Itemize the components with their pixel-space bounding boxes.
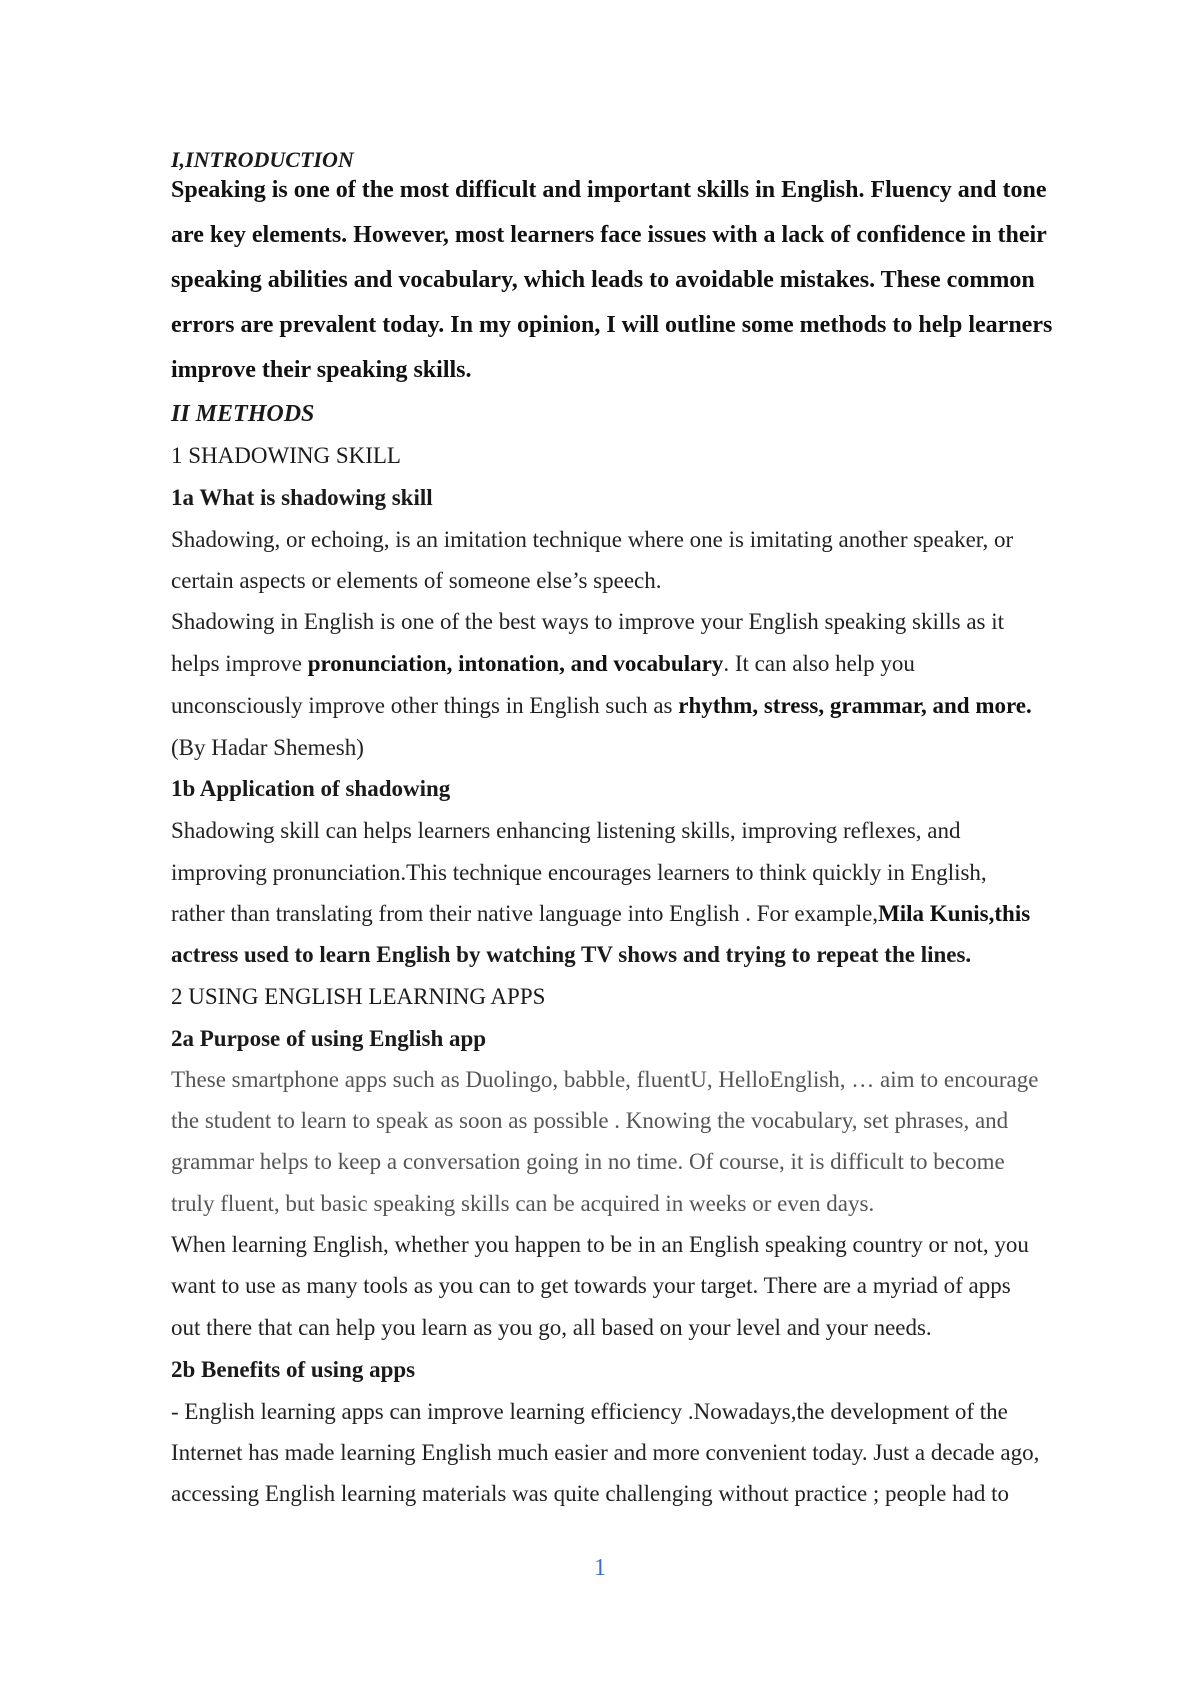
page-number: 1 — [594, 1555, 606, 1581]
intro-line: errors are prevalent today. In my opinion, I will outline some methods to help learners — [171, 312, 1053, 338]
text-run: rather than translating from their native language into English . For example, — [171, 901, 879, 926]
paragraph-line: want to use as many tools as you can to get towards your target. There are a myriad of apps — [171, 1273, 1011, 1298]
bold-text-run: pronunciation, intonation, and vocabulary — [307, 651, 724, 676]
intro-line: improve their speaking skills. — [171, 357, 472, 383]
paragraph-line: certain aspects or elements of someone else’s speech. — [171, 568, 662, 593]
paragraph-line-grey: the student to learn to speak as soon as possible . Knowing the vocabulary, set phrases, and — [171, 1108, 1009, 1133]
paragraph-line — [171, 898, 1030, 930]
bold-text-run: rhythm, stress, grammar, and more. — [678, 693, 1032, 718]
text-run: . It can also help you — [723, 651, 915, 676]
paragraph-line: accessing English learning materials was quite challenging without practice ; people had to — [171, 1481, 1009, 1506]
paragraph-line: out there that can help you learn as you go, all based on your level and your needs. — [171, 1315, 932, 1340]
paragraph-line: Shadowing, or echoing, is an imitation technique where one is imitating another speaker, or — [171, 527, 1014, 552]
paragraph-line-bold: actress used to learn English by watching TV shows and trying to repeat the lines. — [171, 942, 972, 967]
methods-heading: II METHODS — [171, 401, 315, 427]
text-run: helps improve — [171, 651, 308, 676]
paragraph-line-grey: grammar helps to keep a conversation going in no time. Of course, it is difficult to become — [171, 1149, 1005, 1174]
paragraph-line — [171, 648, 915, 680]
text-run: unconsciously improve other things in English such as — [171, 693, 679, 718]
citation-line: (By Hadar Shemesh) — [171, 735, 364, 760]
paragraph-line: Internet has made learning English much easier and more convenient today. Just a decade ago, — [171, 1440, 1040, 1465]
intro-line: speaking abilities and vocabulary, which leads to avoidable mistakes. These common — [171, 267, 1035, 293]
section2b-heading: 2b Benefits of using apps — [171, 1357, 416, 1382]
paragraph-line: Shadowing skill can helps learners enhancing listening skills, improving reflexes, and — [171, 818, 961, 843]
section2a-heading: 2a Purpose of using English app — [171, 1026, 487, 1051]
intro-line: Speaking is one of the most difficult and important skills in English. Fluency and tone — [171, 177, 1047, 203]
section2-heading: 2 USING ENGLISH LEARNING APPS — [171, 984, 546, 1009]
paragraph-line-grey: These smartphone apps such as Duolingo, babble, fluentU, HelloEnglish, … aim to encourage — [171, 1067, 1039, 1092]
paragraph-line: Shadowing in English is one of the best ways to improve your English speaking skills as it — [171, 609, 1005, 634]
section1b-heading: 1b Application of shadowing — [171, 776, 451, 801]
paragraph-line-grey: truly fluent, but basic speaking skills can be acquired in weeks or even days. — [171, 1191, 875, 1216]
section1-heading: 1 SHADOWING SKILL — [171, 443, 401, 468]
paragraph-line — [171, 690, 1032, 722]
bold-text-run: Mila Kunis,this — [878, 901, 1031, 926]
paragraph-line: - English learning apps can improve learning efficiency .Nowadays,the development of the — [171, 1399, 1008, 1424]
section1a-heading: 1a What is shadowing skill — [171, 485, 433, 510]
intro-heading: I,INTRODUCTION — [171, 147, 354, 172]
paragraph-line: improving pronunciation.This technique encourages learners to think quickly in English, — [171, 860, 987, 885]
paragraph-line: When learning English, whether you happen to be in an English speaking country or not, you — [171, 1232, 1029, 1257]
intro-line: are key elements. However, most learners face issues with a lack of confidence in their — [171, 222, 1047, 248]
